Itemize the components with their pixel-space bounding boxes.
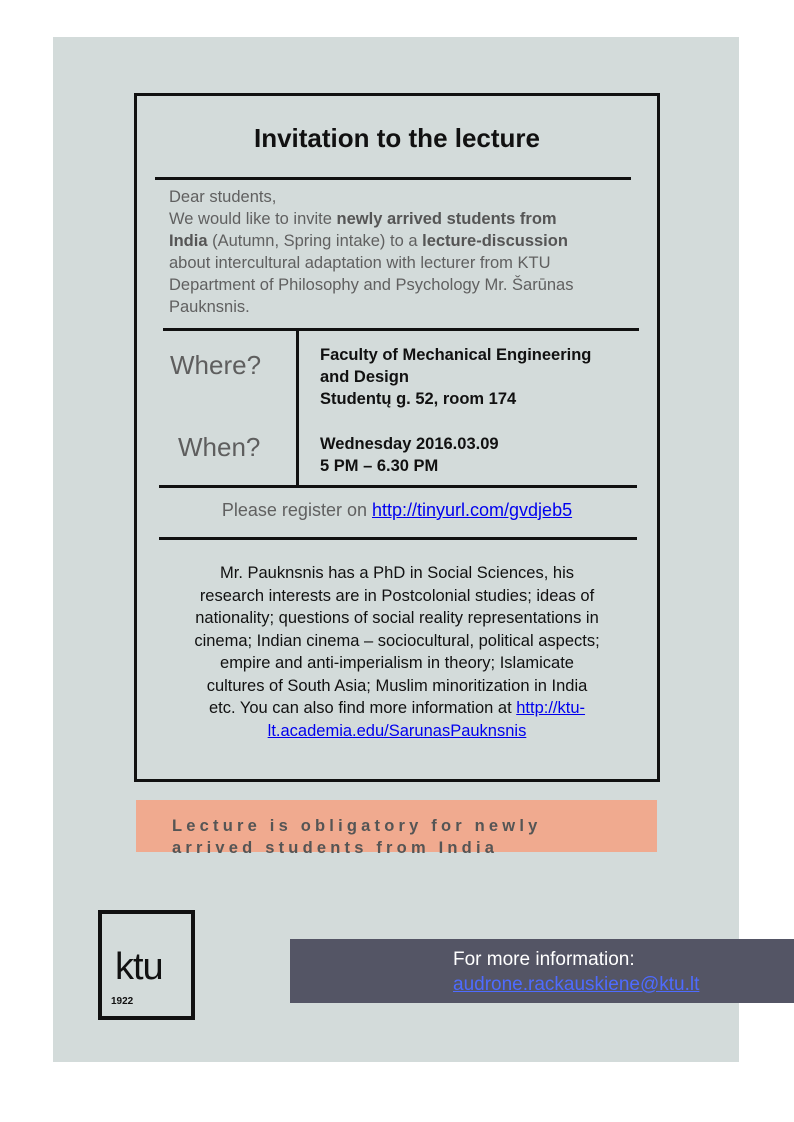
divider-register [159,537,637,540]
invitation-title: Invitation to the lecture [253,123,541,153]
intro-bold: newly arrived students from [336,210,557,228]
bio-line-6: cultures of South Asia; Muslim minoritization in India [206,676,588,695]
divider-intro [163,328,639,331]
obligatory-banner [136,800,657,857]
contact-email-link[interactable]: audrone.rackauskiene@ktu.lt [453,974,700,995]
banner-text [172,815,642,859]
contact-bar [290,939,794,1003]
bio-line-7 [163,697,631,720]
bio-line-5: empire and anti-imperialism in theory; Islamicate [220,654,574,672]
bio-line-8 [163,720,631,743]
when-label: When? [178,432,261,462]
logo-wordmark: ktu [115,946,163,988]
when-line-1: Wednesday 2016.03.09 [320,435,499,453]
ktu-logo [98,910,195,1020]
intro-greeting: Dear students, [169,188,277,206]
divider-details [159,485,637,488]
intro-line-1 [169,208,629,230]
where-line-3: Studentų g. 52, room 174 [320,390,517,408]
intro-line-2 [169,230,629,252]
banner-line-1: Lecture is obligatory for newly [172,817,542,835]
intro-bold: India [169,232,208,250]
when-details [320,433,499,477]
banner-line-2: arrived students from India [172,839,499,857]
when-line-2: 5 PM – 6.30 PM [320,457,439,475]
academia-link-continued[interactable]: lt.academia.edu/SarunasPauknsnis [267,721,527,740]
intro-text: (Autumn, Spring intake) to a [207,232,423,250]
where-line-2: and Design [320,368,409,386]
intro-line-4: Department of Philosophy and Psychology Mr. Šarūnas [169,276,574,294]
register-line [137,500,657,521]
intro-bold: lecture-discussion [422,232,568,250]
where-line-1: Faculty of Mechanical Engineering [320,346,592,364]
bio-line-4: cinema; Indian cinema – sociocultural, political aspects; [194,631,600,650]
logo-year: 1922 [111,996,134,1007]
lecturer-bio [163,562,631,742]
invitation-frame [134,93,660,782]
register-link[interactable]: http://tinyurl.com/gvdjeb5 [371,500,573,520]
bio-line-2: research interests are in Postcolonial studies; ideas of [199,586,595,605]
where-details [320,344,591,410]
contact-label: For more information: [453,949,635,970]
register-text: Please register on [221,500,372,520]
where-label: Where? [170,350,262,380]
divider-title [155,177,631,180]
academia-link[interactable]: http://ktu- [516,699,586,717]
intro-line-3: about intercultural adaptation with lecturer from KTU [169,254,551,272]
bio-line-3: nationality; questions of social reality representations in [195,609,599,627]
bio-line-1: Mr. Pauknsnis has a PhD in Social Sciences, his [219,564,574,582]
divider-vertical [296,330,299,486]
intro-text: We would like to invite [169,210,337,228]
intro-line-5: Pauknsnis. [169,298,250,316]
bio-text: etc. You can also find more information at [208,699,517,717]
intro-paragraph [169,186,629,318]
